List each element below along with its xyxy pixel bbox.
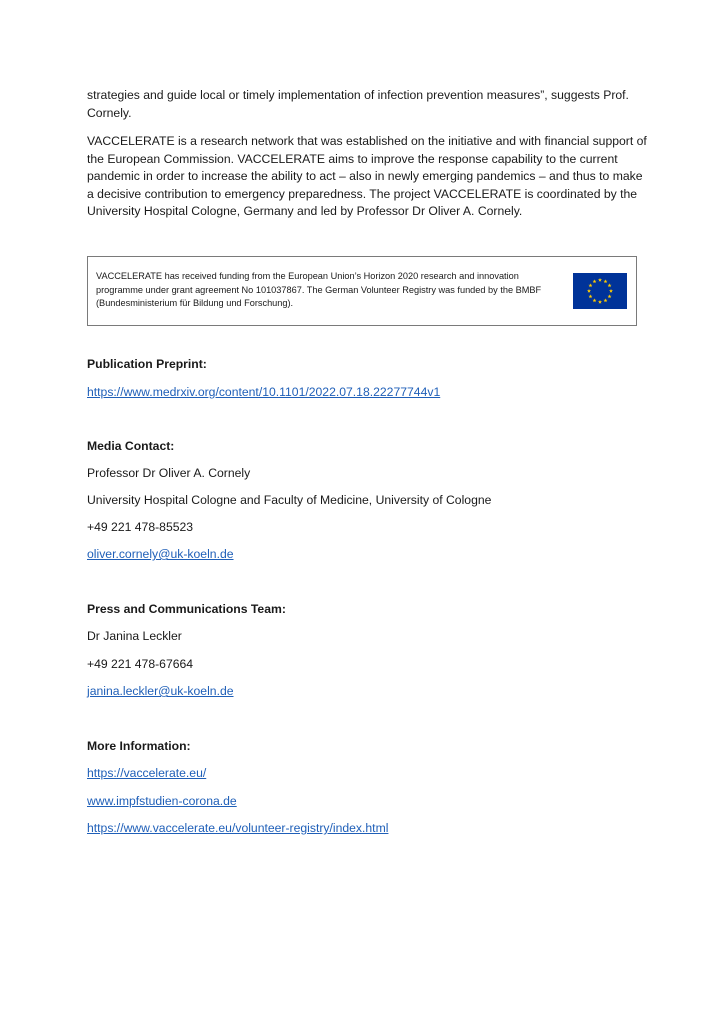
body-paragraph-2: VACCELERATE is a research network that was established on the initiative and with financial support of the European Commission. VACCELERATE aims to improve the response capability to the current pandemic in order to increase the ability to act – also in newly emerging pandemics – and thus to make a decisive contribution to emergency preparedness. The project VACCELERATE is coordinated by the University Hospital Cologne, Germany and led by Professor Dr Oliver A. Cornely. — [87, 134, 647, 218]
press-team-email-link[interactable]: janina.leckler@uk-koeln.de — [87, 684, 234, 698]
more-info-link-volunteer-registry[interactable]: https://www.vaccelerate.eu/volunteer-registry/index.html — [87, 821, 389, 835]
funding-notice-box — [87, 256, 637, 326]
eu-flag-icon — [573, 273, 627, 309]
media-contact-name: Professor Dr Oliver A. Cornely — [87, 466, 251, 480]
press-team-phone: +49 221 478-67664 — [87, 657, 194, 671]
more-info-link-vaccelerate[interactable]: https://vaccelerate.eu/ — [87, 766, 207, 780]
media-contact-phone: +49 221 478-85523 — [87, 520, 194, 534]
more-info-heading: More Information: — [87, 739, 191, 753]
media-contact-affiliation: University Hospital Cologne and Faculty of Medicine, University of Cologne — [87, 493, 492, 507]
more-info-link-impfstudien[interactable]: www.impfstudien-corona.de — [87, 794, 237, 808]
funding-notice-text: VACCELERATE has received funding from the European Union’s Horizon 2020 research and innovation programme under grant agreement No 101037867. The German Volunteer Registry was funded by the BMBF (Bundesministerium für Bildung und Forschung). — [96, 271, 542, 308]
preprint-link[interactable]: https://www.medrxiv.org/content/10.1101/2022.07.18.22277744v1 — [87, 385, 441, 399]
press-team-heading: Press and Communications Team: — [87, 602, 286, 616]
media-contact-heading: Media Contact: — [87, 439, 175, 453]
press-team-name: Dr Janina Leckler — [87, 629, 182, 643]
preprint-heading: Publication Preprint: — [87, 357, 207, 371]
media-contact-email-link[interactable]: oliver.cornely@uk-koeln.de — [87, 547, 234, 561]
body-paragraph-1: strategies and guide local or timely implementation of infection prevention measures”, suggests Prof. Cornely. — [87, 88, 629, 120]
